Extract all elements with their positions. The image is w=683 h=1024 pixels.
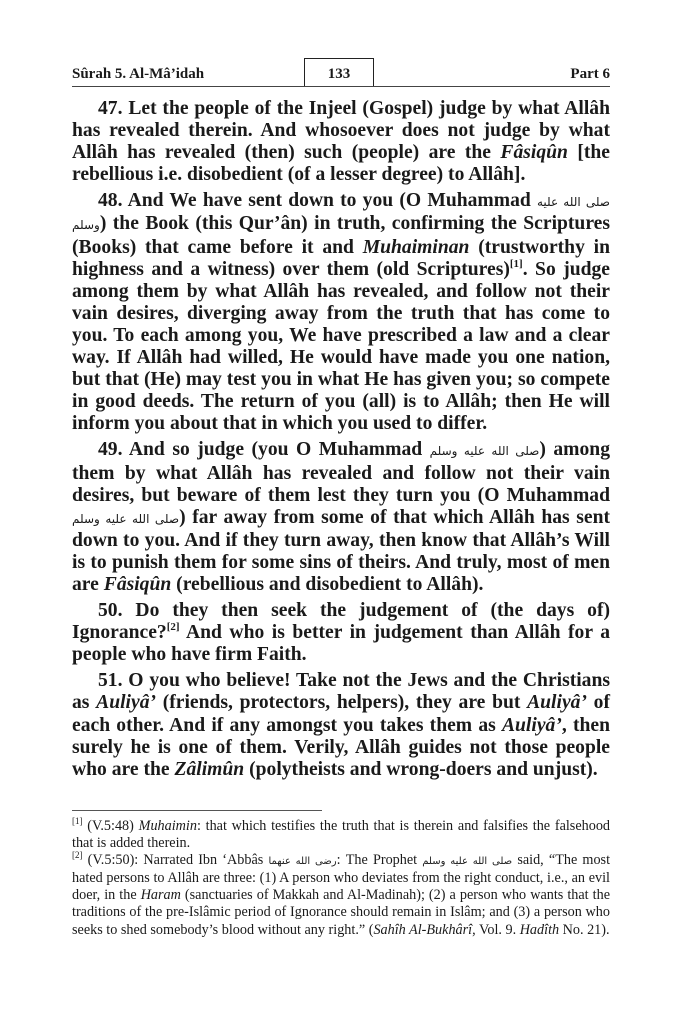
footnote-marker[interactable]: [1] [509, 257, 523, 270]
italic-term: Auliyâ’ [527, 692, 587, 714]
footnote-2 [72, 852, 610, 938]
italic-term: Hadîth [519, 921, 560, 938]
text-run: of each other. And if any amongst you takes them as [72, 692, 610, 736]
text-run: ) the Book (this Qur’ân) in truth, confirming the Scriptures (Books) that came before it and [72, 213, 610, 258]
text-run: 49. And so judge (you O Muhammad [98, 439, 430, 461]
surah-title: Sûrah 5. Al-Mâ’idah [72, 66, 205, 82]
italic-term: Fâsiqûn [500, 142, 568, 164]
italic-term: Fâsiqûn [103, 573, 172, 595]
verse-47 [72, 98, 610, 186]
italic-term: Muhaimin [138, 818, 197, 834]
text-run: 47. Let the people of the Injeel (Gospel) judge by what Allâh has revealed therein. And whosoever does not judge by what Allâh has revealed (then) such (people) are the [72, 98, 610, 164]
running-header [72, 58, 610, 87]
text-run: . So judge among them by what Allâh has revealed, and follow not their vain desires, diverging away from the truth that has come to you. To each among you, We have prescribed a law and a clear way. If Allâh had willed, He would have made you one nation, but that (He) may test you in what He has given you; so compete in good deeds. The return of you (all) is to Allâh; then He will inform you about that in which you used to differ. [72, 258, 611, 435]
page-number: 133 [327, 66, 351, 82]
footnotes [72, 818, 610, 939]
italic-term: Muhaiminan [362, 236, 470, 258]
text-run: (sanctuaries of Makkah and Al-Madinah); (2) a person who wants that the traditions of the pre-Islâmic period of Ignorance should remain in Islâm; and (3) a person who seeks to shed somebody’s blood without any right.” ( [72, 887, 610, 938]
arabic-honorific: رضى الله عنهما [268, 856, 337, 868]
text-run: (trustworthy in highness and a witness) over them (old Scriptures) [72, 236, 610, 280]
arabic-honorific: صلى الله عليه وسلم [72, 195, 610, 233]
verse-49 [72, 439, 610, 596]
footnote-1 [72, 818, 610, 852]
arabic-honorific: صلى الله عليه وسلم [422, 856, 513, 868]
text-run: 50. Do they then seek the judgement of (the days of) Ignorance? [72, 600, 610, 644]
part-label: Part 6 [570, 66, 610, 82]
text-run: , then surely he is one of them. Verily, Allâh guides not those people who are the [72, 714, 610, 780]
text-run: : that which testifies the truth that is therein and falsifies the falsehood that is added therein. [72, 818, 611, 852]
text-run: [the rebellious i.e. disobedient (of a lesser degree) to Allâh]. [72, 142, 610, 186]
text-run: And who is better in judgement than Allâh for a people who have firm Faith. [72, 622, 610, 666]
text-run: (polytheists and wrong-doers and unjust). [244, 758, 598, 780]
arabic-honorific: صلى الله عليه وسلم [429, 444, 540, 459]
italic-term: Zâlimûn [174, 758, 245, 780]
verse-48 [72, 190, 610, 435]
text-run: (V.5:50): Narrated Ibn ‘Abbâs [82, 852, 269, 869]
footnote-marker[interactable]: [2] [72, 850, 83, 861]
text-run: 48. And We have sent down to you (O Muhammad [98, 190, 537, 212]
footnote-marker[interactable]: [2] [166, 621, 180, 634]
text-run: ) far away from some of that which Allâh has sent down to you. And if they turn away, then know that Allâh’s Will is to punish them for some sins of theirs. And truly, most of men are [72, 506, 610, 595]
italic-term: Haram [140, 887, 181, 904]
footnote-divider [72, 810, 322, 811]
verse-50 [72, 600, 610, 666]
italic-term: Auliyâ’ [96, 692, 157, 714]
italic-term: Sahîh Al-Bukhârî [373, 921, 473, 938]
text-run: said, “The most hated persons to Allâh are three: (1) A person who deviates from the right conduct, i.e., an evil doer, in the [72, 852, 611, 904]
text-run: (rebellious and disobedient to Allâh). [171, 573, 484, 595]
verse-51 [72, 670, 610, 780]
verses-body [72, 98, 610, 785]
text-run: : The Prophet [336, 852, 423, 869]
text-run: 51. O you who believe! Take not the Jews and the Christians as [72, 670, 610, 714]
text-run: No. 21). [559, 921, 610, 938]
arabic-honorific: صلى الله عليه وسلم [72, 511, 180, 526]
text-run: ) among them by what Allâh has revealed and follow not their vain desires, but beware of them lest they turn you (O Muhammad [72, 439, 610, 506]
text-run: , Vol. 9. [472, 921, 520, 938]
page-number-box [304, 58, 374, 86]
footnote-marker[interactable]: [1] [72, 816, 83, 826]
text-run: (V.5:48) [82, 818, 139, 834]
text-run: (friends, protectors, helpers), they are but [156, 692, 528, 714]
italic-term: Auliyâ’ [501, 714, 562, 736]
